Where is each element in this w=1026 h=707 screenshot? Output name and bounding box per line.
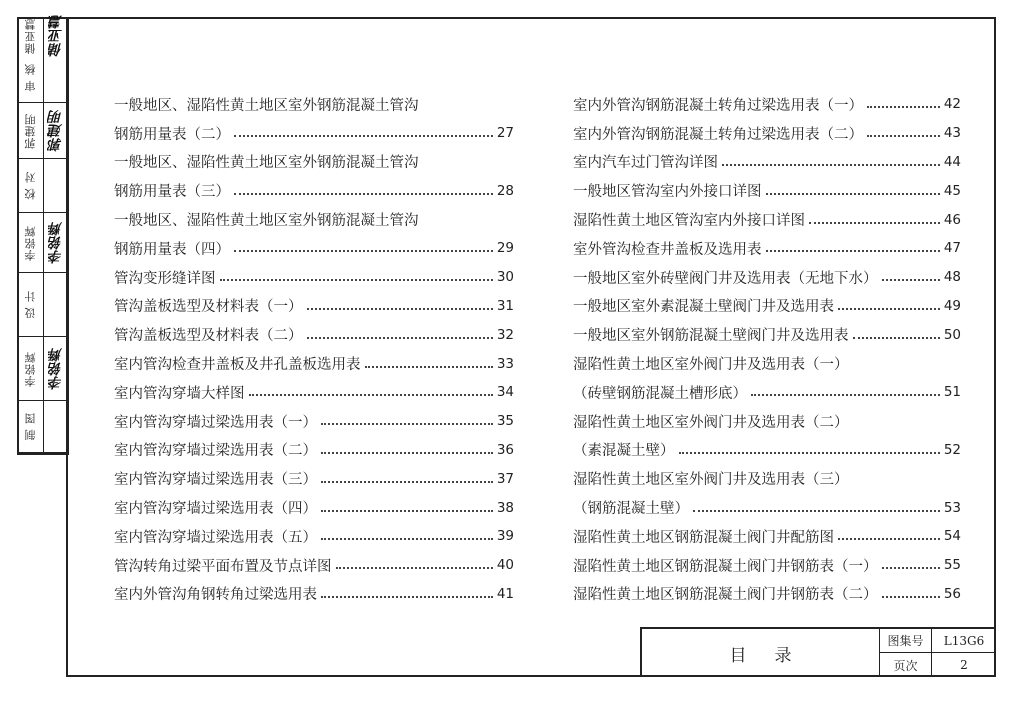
toc-entry-page: 38 xyxy=(496,499,514,516)
toc-entry-page: 56 xyxy=(943,585,961,602)
toc-entry-page: 47 xyxy=(943,240,961,257)
toc-entry-page: 51 xyxy=(943,384,961,401)
toc-entry xyxy=(573,176,961,205)
signature-sidebar xyxy=(17,17,69,455)
toc-leader-dots xyxy=(234,193,493,195)
toc-leader-dots xyxy=(751,394,940,396)
page-title: 目录 xyxy=(642,629,880,677)
toc-entry-title: 湿陷性黄土地区钢筋混凝土阀门井配筋图 xyxy=(573,529,834,546)
toc-entry-title: 管沟盖板选型及材料表（二） xyxy=(114,328,303,345)
toc-entry xyxy=(114,522,514,551)
signature-cell xyxy=(43,159,67,212)
toc-leader-dots xyxy=(882,279,940,281)
toc-entry-title: 一般地区室外素混凝土壁阀门井及选用表 xyxy=(573,299,834,316)
toc-entry xyxy=(114,320,514,349)
toc-leader-dots xyxy=(365,366,493,368)
sidebar-label-cell xyxy=(19,159,43,212)
sidebar-row xyxy=(19,273,67,337)
signature-cell xyxy=(43,273,67,336)
toc-entry-title: （素混凝土壁） xyxy=(573,443,675,460)
toc-leader-dots xyxy=(679,452,940,454)
toc-entry-title: 管沟转角过梁平面布置及节点详图 xyxy=(114,558,332,575)
toc-entry xyxy=(114,263,514,292)
toc-entry xyxy=(573,292,961,321)
sidebar-label-cell xyxy=(19,273,43,336)
toc-entry-title: 一般地区室外钢筋混凝土壁阀门井及选用表 xyxy=(573,328,849,345)
toc-entry-page: 35 xyxy=(496,413,514,430)
toc-entry xyxy=(114,407,514,436)
toc-entry-page: 43 xyxy=(943,125,961,142)
handwritten-signature: 李铭辉 xyxy=(47,347,64,390)
toc-entry xyxy=(573,320,961,349)
toc-leader-dots xyxy=(321,596,493,598)
toc-entry-title: 室内管沟穿墙过梁选用表（三） xyxy=(114,472,317,489)
toc-entry xyxy=(573,349,961,378)
toc-entry xyxy=(114,292,514,321)
sidebar-row xyxy=(19,337,67,401)
toc-entry xyxy=(573,522,961,551)
toc-entry-title: 室内外管沟钢筋混凝土转角过梁选用表（二） xyxy=(573,126,863,143)
toc-entry-title: 湿陷性黄土地区钢筋混凝土阀门井钢筋表（一） xyxy=(573,558,878,575)
toc-entry xyxy=(573,436,961,465)
toc-entry-title: 室内管沟检查井盖板及井孔盖板选用表 xyxy=(114,357,361,374)
toc-entry-page: 50 xyxy=(943,326,961,343)
handwritten-signature: 储亚慧 xyxy=(47,15,64,57)
toc-entry-title: 一般地区、湿陷性黄土地区室外钢筋混凝土管沟 xyxy=(114,213,419,230)
toc-leader-dots xyxy=(234,250,493,252)
toc-leader-dots xyxy=(838,538,940,540)
toc-entry-page: 29 xyxy=(496,240,514,257)
toc-entry-title: 管沟变形缝详图 xyxy=(114,270,216,287)
toc-entry-page: 39 xyxy=(496,528,514,545)
sidebar-label-cell xyxy=(19,19,43,53)
toc-leader-dots xyxy=(321,481,493,483)
toc-leader-dots xyxy=(234,135,493,137)
toc-entry xyxy=(114,493,514,522)
toc-entry-page: 33 xyxy=(496,355,514,372)
toc-entry xyxy=(114,234,514,263)
toc-entry xyxy=(114,464,514,493)
toc-entry-page: 42 xyxy=(943,96,961,113)
sidebar-label: 校 对 xyxy=(24,171,37,200)
toc-entry-title: 室内管沟穿墙大样图 xyxy=(114,385,245,402)
toc-leader-dots xyxy=(838,308,940,310)
toc-entry xyxy=(573,263,961,292)
toc-entry xyxy=(114,378,514,407)
toc-entry xyxy=(573,464,961,493)
toc-entry xyxy=(114,349,514,378)
toc-leader-dots xyxy=(722,164,940,166)
toc-entry-title: 湿陷性黄土地区室外阀门井及选用表（三） xyxy=(573,472,849,489)
toc-entry xyxy=(114,90,514,119)
toc-entry-title: 湿陷性黄土地区管沟室内外接口详图 xyxy=(573,213,805,230)
signature-cell xyxy=(43,103,67,158)
toc-entry-title: 管沟盖板选型及材料表（一） xyxy=(114,299,303,316)
toc-entry-title: 一般地区管沟室内外接口详图 xyxy=(573,184,762,201)
toc-entry-page: 40 xyxy=(496,557,514,574)
toc-entry xyxy=(114,148,514,177)
signature-cell xyxy=(43,337,67,400)
toc-entry-page: 31 xyxy=(496,297,514,314)
toc-entry-page: 55 xyxy=(943,557,961,574)
toc-entry-title: 湿陷性黄土地区室外阀门井及选用表（一） xyxy=(573,357,849,374)
toc-entry xyxy=(573,234,961,263)
handwritten-signature: 李铭辉 xyxy=(47,221,64,264)
sidebar-label: 审 核 xyxy=(24,63,37,92)
toc-entry xyxy=(114,580,514,609)
toc-entry xyxy=(114,205,514,234)
sidebar-label: 郭建明 xyxy=(24,112,37,149)
toc-entry-title: 一般地区、湿陷性黄土地区室外钢筋混凝土管沟 xyxy=(114,155,419,172)
toc-entry xyxy=(573,119,961,148)
toc-entry-page: 37 xyxy=(496,470,514,487)
toc-entry-page: 32 xyxy=(496,326,514,343)
toc-entry-title: 湿陷性黄土地区钢筋混凝土阀门井钢筋表（二） xyxy=(573,587,878,604)
toc-entry-page: 27 xyxy=(496,125,514,142)
sidebar-label: 李铭辉 xyxy=(24,224,37,261)
toc-entry-title: 钢筋用量表（四） xyxy=(114,241,230,258)
toc-entry xyxy=(114,551,514,580)
toc-entry-title: （砖壁钢筋混凝土槽形底） xyxy=(573,385,747,402)
toc-leader-dots xyxy=(336,567,493,569)
toc-entry xyxy=(573,148,961,177)
toc-leader-dots xyxy=(867,135,940,137)
toc-entry xyxy=(114,176,514,205)
toc-entry-title: 室外管沟检查井盖板及选用表 xyxy=(573,241,762,258)
sidebar-label-cell xyxy=(19,53,43,102)
atlas-number-label: 图集号 xyxy=(880,629,932,653)
handwritten-signature: 郭建明 xyxy=(47,109,64,152)
toc-entry-title: 室内汽车过门管沟详图 xyxy=(573,155,718,172)
toc-leader-dots xyxy=(307,308,493,310)
sidebar-row xyxy=(19,53,67,103)
toc-leader-dots xyxy=(321,510,493,512)
toc-entry xyxy=(573,205,961,234)
signature-cell xyxy=(43,213,67,272)
toc-leader-dots xyxy=(882,596,940,598)
toc-leader-dots xyxy=(693,510,940,512)
toc-entry-title: 钢筋用量表（三） xyxy=(114,184,230,201)
toc-left-column xyxy=(114,90,514,608)
toc-right-column xyxy=(573,90,961,608)
toc-entry-title: 室内外管沟钢筋混凝土转角过梁选用表（一） xyxy=(573,97,863,114)
toc-entry-title: （钢筋混凝土壁） xyxy=(573,501,689,518)
toc-entry-page: 48 xyxy=(943,269,961,286)
toc-entry-page: 53 xyxy=(943,499,961,516)
signature-cell xyxy=(43,53,67,102)
toc-entry xyxy=(114,436,514,465)
toc-entry-title: 钢筋用量表（二） xyxy=(114,126,230,143)
toc-entry xyxy=(573,551,961,580)
toc-entry xyxy=(573,90,961,119)
signature-cell xyxy=(43,401,67,452)
toc-leader-dots xyxy=(853,337,940,339)
sidebar-label-cell xyxy=(19,337,43,400)
sidebar-label-cell xyxy=(19,213,43,272)
toc-entry-title: 室内管沟穿墙过梁选用表（一） xyxy=(114,414,317,431)
toc-entry-title: 湿陷性黄土地区室外阀门井及选用表（二） xyxy=(573,414,849,431)
toc-leader-dots xyxy=(882,567,940,569)
toc-entry-page: 30 xyxy=(496,269,514,286)
toc-entry-page: 54 xyxy=(943,528,961,545)
toc-entry-page: 36 xyxy=(496,441,514,458)
toc-entry-page: 46 xyxy=(943,211,961,228)
toc-entry xyxy=(573,378,961,407)
page-number-value: 2 xyxy=(960,658,968,672)
toc-leader-dots xyxy=(321,452,493,454)
toc-entry-title: 室内管沟穿墙过梁选用表（五） xyxy=(114,529,317,546)
sidebar-row xyxy=(19,103,67,159)
title-block xyxy=(640,627,996,677)
toc-entry-page: 52 xyxy=(943,441,961,458)
sidebar-label-cell xyxy=(19,401,43,452)
toc-leader-dots xyxy=(321,423,493,425)
toc-entry-title: 一般地区室外砖壁阀门井及选用表（无地下水） xyxy=(573,270,878,287)
sidebar-label: 制 图 xyxy=(24,412,37,441)
sidebar-row xyxy=(19,213,67,273)
sidebar-label: 储亚慧 xyxy=(24,18,37,54)
toc-entry-page: 41 xyxy=(496,585,514,602)
atlas-number-value: L13G6 xyxy=(932,629,996,653)
toc-entry xyxy=(573,493,961,522)
toc-entry xyxy=(573,407,961,436)
toc-leader-dots xyxy=(766,250,940,252)
toc-leader-dots xyxy=(321,538,493,540)
toc-leader-dots xyxy=(249,394,493,396)
sidebar-label-cell xyxy=(19,103,43,158)
toc-entry-page: 45 xyxy=(943,182,961,199)
toc-entry-title: 一般地区、湿陷性黄土地区室外钢筋混凝土管沟 xyxy=(114,97,419,114)
toc-entry-page: 49 xyxy=(943,297,961,314)
page-number-label: 页次 xyxy=(880,653,932,677)
toc-entry-title: 室内管沟穿墙过梁选用表（四） xyxy=(114,501,317,518)
toc-entry-title: 室内外管沟角钢转角过梁选用表 xyxy=(114,587,317,604)
toc-leader-dots xyxy=(307,337,493,339)
toc-leader-dots xyxy=(766,193,940,195)
sidebar-label: 李铭辉 xyxy=(24,350,37,387)
toc-entry-page: 34 xyxy=(496,384,514,401)
toc-leader-dots xyxy=(809,222,940,224)
toc-entry xyxy=(573,580,961,609)
toc-entry-page: 28 xyxy=(496,182,514,199)
toc-leader-dots xyxy=(867,106,940,108)
sidebar-label: 设 计 xyxy=(24,290,37,319)
sidebar-row xyxy=(19,401,67,453)
toc-entry xyxy=(114,119,514,148)
signature-cell xyxy=(43,15,67,57)
sidebar-row xyxy=(19,15,67,57)
toc-entry-page: 44 xyxy=(943,153,961,170)
toc-leader-dots xyxy=(220,279,493,281)
toc-entry-title: 室内管沟穿墙过梁选用表（二） xyxy=(114,443,317,460)
sidebar-row xyxy=(19,159,67,213)
